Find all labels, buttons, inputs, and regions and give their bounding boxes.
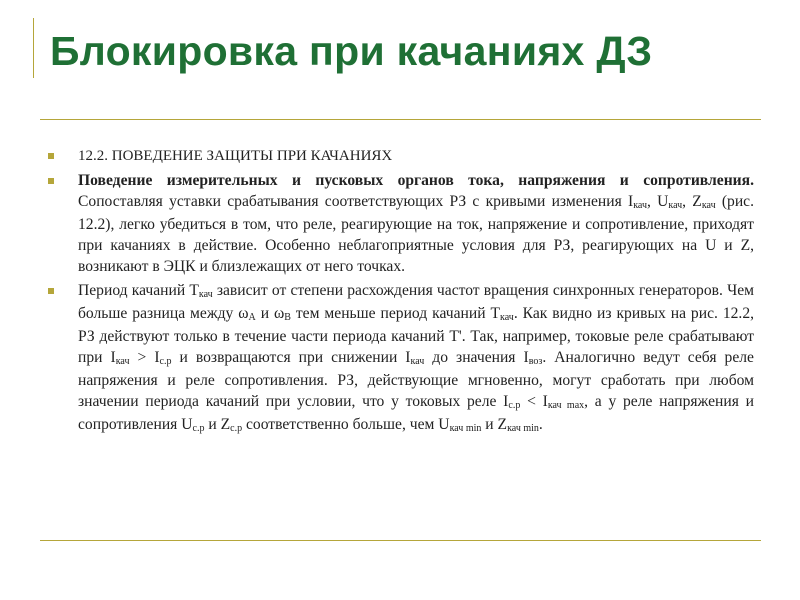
top-divider: [40, 119, 761, 120]
text-run: и Z: [204, 415, 231, 433]
text-run: до значения I: [424, 349, 529, 367]
text-run: , а у реле напряжения и сопротивления U: [78, 392, 754, 433]
bottom-divider: [40, 540, 761, 541]
subscript: кач min: [507, 422, 539, 434]
section-heading-text: 12.2. ПОВЕДЕНИЕ ЗАЩИТЫ ПРИ КАЧАНИЯХ: [78, 148, 393, 164]
subscript: с.р: [230, 422, 243, 434]
text-run: Сопоставляя уставки срабатывания соответствующих РЗ с кривыми изменения I: [78, 192, 634, 210]
list-item-period: [48, 281, 754, 437]
behavior-lead: Поведение измерительных и пусковых органов тока, напряжения и сопротивления.: [78, 171, 754, 189]
subscript: кач: [198, 289, 213, 301]
list-item-behavior: [48, 171, 754, 278]
subscript: с.р: [192, 422, 205, 434]
text-run: .: [538, 415, 543, 433]
square-bullet-icon: [48, 288, 54, 294]
subscript: В: [284, 312, 291, 324]
square-bullet-icon: [48, 178, 54, 184]
text-run: . Аналогично ведут себя реле напряжения и реле сопротивления. РЗ, действующие мгновенно, могут сработать при любом значении периода качаний при условии, что у токовых реле I: [78, 349, 754, 410]
subscript: А: [248, 312, 256, 324]
subscript: с.р: [159, 356, 172, 368]
text-run: и ω: [255, 305, 285, 323]
text-run: < I: [520, 392, 548, 410]
subscript: воз: [528, 356, 543, 368]
text-run: зависит от степени расхождения частот вращения синхронных генераторов. Чем больше разница между ω: [78, 282, 754, 323]
text-run: Период качаний Т: [78, 282, 199, 300]
square-bullet-icon: [48, 153, 54, 159]
subscript: кач max: [547, 399, 585, 411]
text-run: , U: [647, 192, 669, 210]
text-run: и возвращаются при снижении I: [171, 349, 411, 367]
text-run: (рис. 12.2), легко убедиться в том, что реле, реагирующие на ток, напряжение и сопротивление, приходят при качаниях в действие. Особенно неблагоприятные условия для РЗ, реагирующих на U и Z, возникают в ЭЦК и близлежащих от него точках.: [78, 192, 754, 275]
subscript: кач: [633, 199, 647, 211]
text-run: . Как видно из кривых на рис. 12.2, РЗ действуют только в течение части периода качаний Т'. Так, например, токовые реле срабатывают при I: [78, 305, 755, 367]
list-item-section-heading: [48, 146, 754, 167]
subscript: кач min: [449, 422, 482, 434]
text-run: тем меньше период качаний Т: [290, 305, 501, 323]
text-run: , Z: [682, 192, 702, 210]
subscript: кач: [668, 199, 683, 211]
subscript: кач: [500, 312, 514, 324]
page-title: Блокировка при качаниях ДЗ: [50, 28, 653, 74]
slide-content: [48, 146, 754, 438]
subscript: кач: [115, 356, 130, 368]
subscript: с.р: [508, 399, 521, 411]
text-run: соответственно больше, чем U: [242, 415, 450, 433]
title-accent-line: [33, 18, 34, 78]
subscript: кач: [701, 199, 716, 211]
text-run: > I: [129, 349, 160, 367]
subscript: кач: [410, 356, 425, 368]
text-run: и Z: [481, 415, 508, 433]
